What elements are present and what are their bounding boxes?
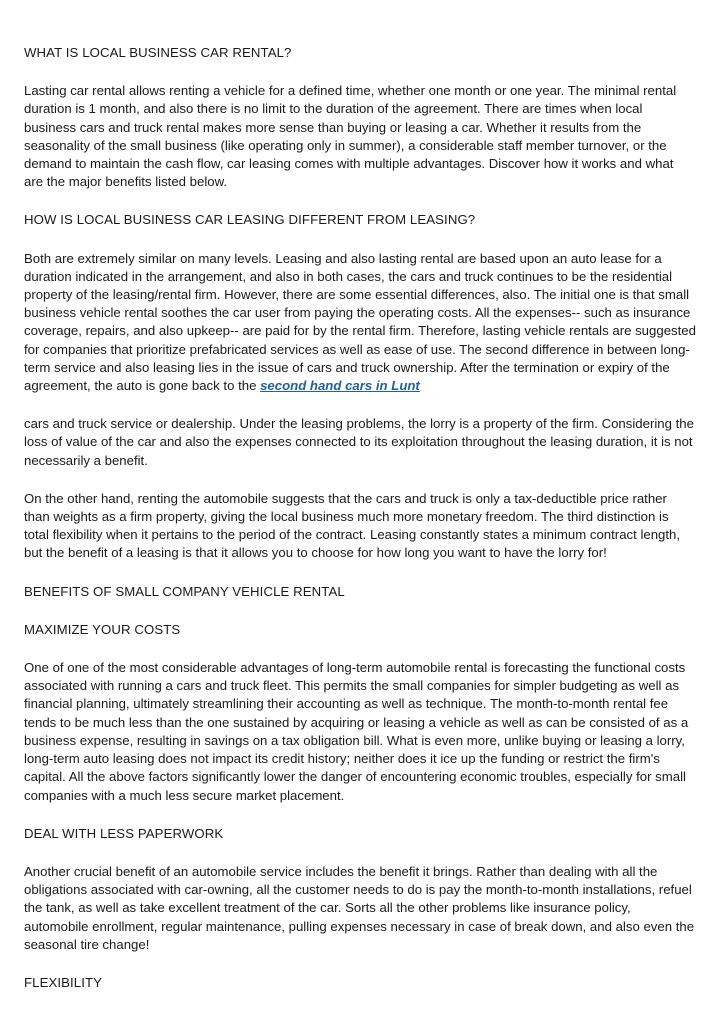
paragraph-differences-text: Both are extremely similar on many levels. Leasing and also lasting rental are based upon an auto lease for a duration indicated in the arrangement, and also in both cases, the cars and truck continues to be the residential property of the leasing/rental firm. However, there are some essential differences, also. The initial one is that small business vehicle rental soothes the car user from paying the operating costs. All the expenses-- such as insurance coverage, repairs, and also upkeep-- are paid for by the rental firm. Therefore, lasting vehicle rentals are suggested for companies that prioritize prefabricated services as well as ease of use. The second difference in between long-term service and also leasing lies in the issue of cars and truck ownership. After the termination or expiry of the agreement, the auto is gone back to the bbox=[24, 250, 696, 394]
section-heading-less-paperwork: DEAL WITH LESS PAPERWORK bbox=[24, 825, 224, 841]
paragraph-dealership: cars and truck service or dealership. Under the leasing problems, the lorry is a property of the firm. Considering the loss of value of the car and also the expenses connected to its exploitation throughout the leasing duration, it is not necessarily a benefit. bbox=[24, 416, 694, 468]
paragraph-intro: Lasting car rental allows renting a vehicle for a defined time, whether one month or one year. The minimal rental duration is 1 month, and also there is no limit to the duration of the agreement. There are times when local business cars and truck rental makes more sense than buying or leasing a car. Whether it results from the seasonality of the small business (like operating only in summer), a considerable staff member turnover, or the demand to maintain the cash flow, car leasing comes with multiple advantages. Discover how it works and what are the major benefits listed below. bbox=[24, 83, 677, 190]
section-heading-flexibility: FLEXIBILITY bbox=[24, 974, 103, 990]
section-heading-what-is: WHAT IS LOCAL BUSINESS CAR RENTAL? bbox=[24, 45, 292, 60]
paragraph-paperwork: Another crucial benefit of an automobile service includes the benefit it brings. Rather than dealing with all the obligations associated with car-owning, all the customer needs to do is pay the month-to-month installations, refuel the tank, as well as take excellent treatment of the car. Sorts all the other problems like insurance policy, automobile enrollment, regular maintenance, pulling expenses necessary in case of break down, and also even the seasonal tire change! bbox=[24, 863, 695, 952]
article-body bbox=[24, 44, 696, 1012]
paragraph-other-hand: On the other hand, renting the automobile suggests that the cars and truck is only a tax-deductible price rather than weights as a firm property, giving the local business much more monetary freedom. The third distinction is total flexibility when it pertains to the period of the contract. Leasing constantly states a minimum contract length, but the benefit of a leasing is that it allows you to choose for how long you want to have the lorry for! bbox=[24, 490, 681, 561]
section-heading-how-different: HOW IS LOCAL BUSINESS CAR LEASING DIFFERENT FROM LEASING? bbox=[24, 212, 476, 228]
paragraph-costs: One of one of the most considerable advantages of long-term automobile rental is forecasting the functional costs associated with running a cars and truck fleet. This permits the small companies for simpler budgeting as well as financial planning, ultimately streamlining their accounting as well as technique. The month-to-month rental fee tends to be much less than the one sustained by acquiring or leasing a vehicle as well as can be consisted of as a business expense, resulting in savings on a tax obligation bill. What is even more, unlike buying or leasing a lorry, long-term auto leasing does not impact its credit history; neither does it ice up the funding or restrict the firm's capital. All the above factors significantly lower the danger of encountering economic troubles, especially for small companies with a much less secure market placement. bbox=[24, 660, 689, 803]
paragraph-differences bbox=[24, 250, 696, 396]
section-heading-maximize-costs: MAXIMIZE YOUR COSTS bbox=[24, 621, 181, 637]
section-heading-benefits: BENEFITS OF SMALL COMPANY VEHICLE RENTAL bbox=[24, 583, 345, 599]
second-hand-cars-link[interactable]: second hand cars in Lunt bbox=[260, 378, 420, 394]
